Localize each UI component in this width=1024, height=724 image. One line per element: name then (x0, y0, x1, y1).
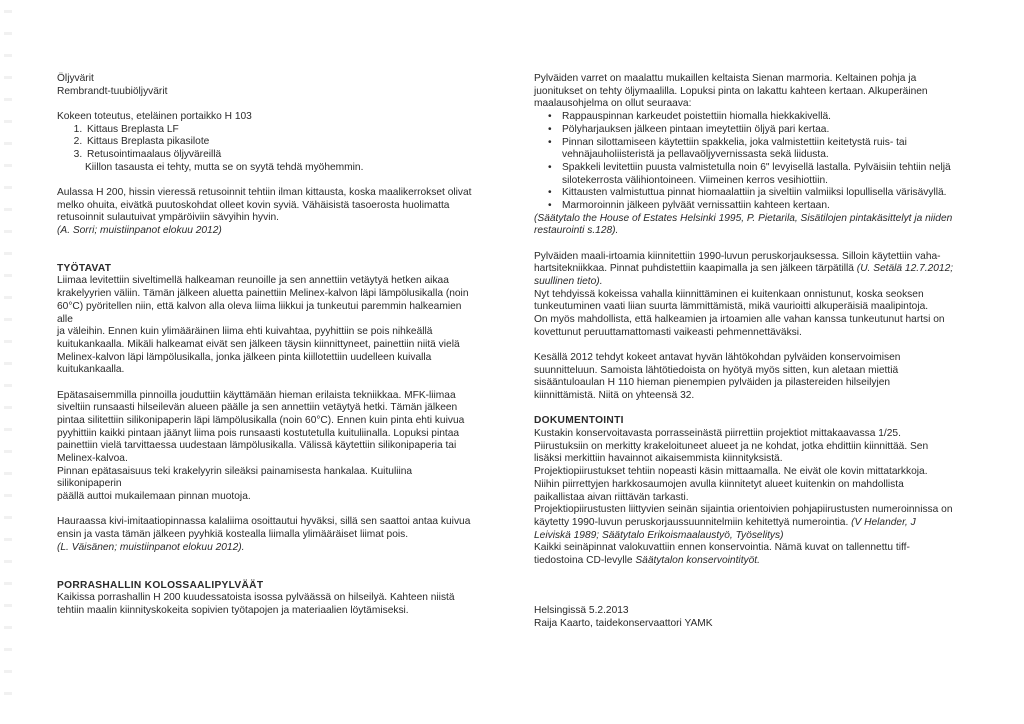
citation: (Säätytalo the House of Estates Helsinki 1995, P. Pietarila, Sisätilojen pintakäsittelyt ja niiden (534, 212, 953, 224)
paragraph-line: Kaikki seinäpinnat valokuvattiin ennen konservointia. Nämä kuvat on tallennettu tiff- (534, 542, 910, 554)
paragraph-line: Kustakin konservoitavasta porrasseinästä piirrettiin projektiot mittakaavassa 1/25. (534, 428, 901, 440)
paragraph-line: Pylväiden maali-irtoamia kiinnitettiin 1990-luvun peruskorjauksessa. Silloin käytettiin vaha- (534, 250, 941, 262)
signature-place-date: Helsingissä 5.2.2013 (534, 605, 629, 617)
paragraph-line: kuitukankaalla. Mikäli halkeamat eivät sen jälkeen täysin kiinnittyneet, painettiin niitä vielä (57, 338, 460, 350)
paragraph-line: Nyt tehdyissä kokeissa vahalla kiinnittäminen ei kuitenkaan onnistunut, koska seoksen (534, 288, 924, 300)
paragraph-line: Pinnan epätasaisuus teki krakelyyrin sileäksi painamisesta hankalaa. Kuituliina silikonipaperin (57, 465, 413, 490)
list-item: 2. Kittaus Breplasta pikasilote (85, 136, 477, 149)
paragraph-line: sisääntuloaulan H 110 hieman pienempien pylväiden ja pilastereiden hilseilyjen (534, 377, 891, 389)
paragraph-line: juonitukset on tehty öljymaalilla. Lopuksi pinta on lakattu kahteen kertaan. Alkuperäinen (534, 85, 928, 97)
paragraph-line: Niihin piirrettyjen harkkosaumojen avulla kiinnitetyt alueet kuitenkin on mahdollista (534, 478, 904, 490)
paragraph-line: ja väleihin. Ennen kuin ylimääräinen liima ehti kuivahtaa, pyyhittiin se pois nihkeällä (57, 326, 433, 338)
materials-line-2: Rembrandt-tuubiöljyvärit (57, 85, 168, 97)
paragraph-line: Pylväiden varret on maalattu mukaillen keltaista Sienan marmoria. Keltainen pohja ja (534, 73, 917, 84)
citation: (A. Sorri; muistiinpanot elokuu 2012) (57, 225, 222, 237)
paragraph-line: Aulassa H 200, hissin vieressä retusoinnit tehtiin ilman kittausta, koska maalikerrokset olivat (57, 186, 472, 198)
paragraph-line: ensin ja vasta tämän jälkeen pyyhkiä kostealla liimalla ylimääräiset liimat pois. (57, 529, 409, 541)
list-item: • Marmoroinnin jälkeen pylväät vernissattiin kahteen kertaan. (562, 200, 968, 213)
list-item: • Kittausten valmistuttua pinnat hiomaalattiin ja siveltiin valmiiksi lopullisella värisävyllä. (562, 187, 968, 200)
paragraph-line: Kaikissa porrashallin H 200 kuudessatoista isossa pylväässä on hilseilyä. Kahteen niistä (57, 592, 455, 604)
paragraph-line: Melinex-kalvoa. (57, 453, 128, 465)
paragraph-line: tehtiin maalin kiinnityskokeita sopivien työtapojen ja materiaalien löytämiseksi. (57, 604, 409, 616)
paragraph-line: tiedostoina CD-levylle Säätytalon konservointityöt. (534, 555, 760, 567)
test-steps-list (57, 124, 477, 162)
test-note: Kiillon tasausta ei tehty, mutta se on syytä tehdä myöhemmin. (85, 161, 364, 173)
test-intro: Kokeen toteutus, eteläinen portaikko H 103 (57, 110, 252, 122)
list-item: • Pölyharjauksen jälkeen pintaan imeytettiin öljyä pari kertaa. (562, 124, 968, 137)
paragraph-line: Hauraassa kivi-imitaatiopinnassa kalaliima osoittautui hyväksi, sillä sen saattoi antaa kuivua (57, 516, 471, 528)
paragraph-line: kuitukankaalla. (57, 364, 125, 376)
paragraph-line: käytetty 1990-luvun peruskorjaussuunnitelmiin kehitettyä numerointia. (V Helander, J (534, 517, 916, 528)
list-item: 1. Kittaus Breplasta LF (85, 124, 477, 137)
citation: (L. Väisänen; muistiinpanot elokuu 2012). (57, 541, 245, 553)
paragraph-line: Projektiopiirustukset tehtiin nopeasti käsin mittaamalla. Ne eivät ole kovin mittatarkkoja. (534, 466, 928, 478)
materials-line-1: Öljyvärit (57, 73, 94, 84)
signature-name: Raija Kaarto, taidekonservaattori YAMK (534, 618, 713, 630)
paragraph-line: 60°C) pyöritellen niin, että kalvon alla oleva liima liikkui ja tunkeutui paremmin halkeamien alle (57, 300, 462, 325)
paragraph-line: Melinex-kalvon läpi lämpölusikalla, jonka jälkeen pinta kiillotettiin uudelleen kuivalla (57, 351, 432, 363)
paragraph-line: kiinnittämistä. Niitä on yhteensä 32. (534, 390, 695, 402)
paragraph-line: tunkeutuminen vaati liian suurta lämmittämistä, mikä vaurioitti alkuperäisiä maalipintoja. (534, 301, 929, 313)
paragraph-line: pintaa silitettiin silikonipaperin läpi lämpölusikalla (noin 60°C). Ennen kuin pinta ehti kuivua (57, 414, 465, 426)
paragraph-line: On myös mahdollista, että halkeamien ja irtoamien alle vahan kanssa tunkeutunut hartsi on (534, 314, 945, 326)
paragraph-line: maalausohjelma on ollut seuraava: (534, 98, 692, 110)
scan-edge-marks (4, 10, 12, 710)
citation: restaurointi s.128). (534, 225, 619, 237)
left-column (57, 73, 477, 618)
paragraph-line: krakelyyrien väliin. Tämän jälkeen aluetta painettiin Melinex-kalvon läpi lämpölusikalla (noin (57, 288, 469, 300)
paragraph-line: suunnitteluun. Samoista lähtötiedoista on hyötyä myös sitten, kun aletaan miettiä (534, 364, 899, 376)
paragraph-line: kovettunut peruuttamattomasti vaikeasti pehmennettäväksi. (534, 326, 802, 338)
paragraph-line: melko ohuita, eivätkä puutoskohdat olleet kovin syviä. Vähäisistä tasoerosta huolimatta (57, 199, 450, 211)
section-heading-dokumentointi: DOKUMENTOINTI (534, 415, 624, 427)
paragraph-line: painettiin vielä tarvittaessa uudestaan lämpölusikalla. Välissä käytettiin silikonipaperia tai (57, 440, 457, 452)
paragraph-line: pyyhittiin kaikki pintaan jäänyt liima pois runsaasti kostutetulla kuituliinalla. Lopuksi pintaa (57, 427, 460, 439)
list-item: • Pinnan silottamiseen käytettiin spakkelia, joka valmistettiin keitetystä ruis- tai vehnäjauholiisteristä ja pellavaöljyvernissasta sekä liidusta. (562, 137, 968, 162)
paragraph-line: Epätasaisemmilla pinnoilla jouduttiin käyttämään hieman erilaista tekniikkaa. MFK-liimaa (57, 389, 456, 401)
paragraph-line: päällä auttoi mukailemaan pinnan muotoja. (57, 491, 251, 503)
paragraph-line: hartsitekniikkaa. Pinnat puhdistettiin kaapimalla ja sen jälkeen tärpätillä (U. Setälä 12.7.2012; (534, 263, 954, 275)
paragraph-line: Projektiopiirustusten liittyvien seinän sijaintia orientoivien pohjapiirustusten numeroinnissa on (534, 504, 953, 516)
paragraph-line: Kesällä 2012 tehdyt kokeet antavat hyvän lähtökohdan pylväiden konservoimisen (534, 352, 901, 364)
citation: Leiviskä 1989; Säätytalo Erikoismaalaustyö, Työselitys) (534, 529, 784, 541)
painting-program-list (534, 111, 968, 213)
paragraph-line: lisäksi merkittiin havainnot aikaisemmista kiinnityksistä. (534, 453, 783, 465)
right-column (534, 73, 968, 631)
citation: suullinen tieto). (534, 276, 603, 288)
section-heading-tyotavat: TYÖTAVAT (57, 262, 112, 274)
paragraph-line: Liimaa levitettiin siveltimellä halkeaman reunoille ja sen annettiin vetäytyä hetken aikaa (57, 275, 449, 287)
paragraph-line: Piirustuksiin on merkitty krakeloituneet alueet ja ne kohdat, jotka ehdittiin kiinnittää. Sen (534, 440, 929, 452)
paragraph-line: retusoinnit sulautuivat ympäröiviin sävyihin hyvin. (57, 212, 279, 224)
list-item: 3. Retusointimaalaus öljyväreillä (85, 149, 477, 162)
paragraph-line: paikallistaa aivan riittävän tarkasti. (534, 491, 689, 503)
section-heading-porrashalli: PORRASHALLIN KOLOSSAALIPYLVÄÄT (57, 579, 264, 591)
list-item: • Spakkeli levitettiin puusta valmistetulla noin 6" levyisellä lastalla. Pylväisiin tehtiin neljä silotekerrosta välihiontoineen. Viimeinen kerros vesihiottiin. (562, 162, 968, 187)
paragraph-line: siveltiin runsaasti hilseilevän alueen päälle ja sen annettiin vetäytyä hetki. Tämän jälkeen (57, 402, 458, 414)
list-item: • Rappauspinnan karkeudet poistettiin hiomalla hiekkakivellä. (562, 111, 968, 124)
